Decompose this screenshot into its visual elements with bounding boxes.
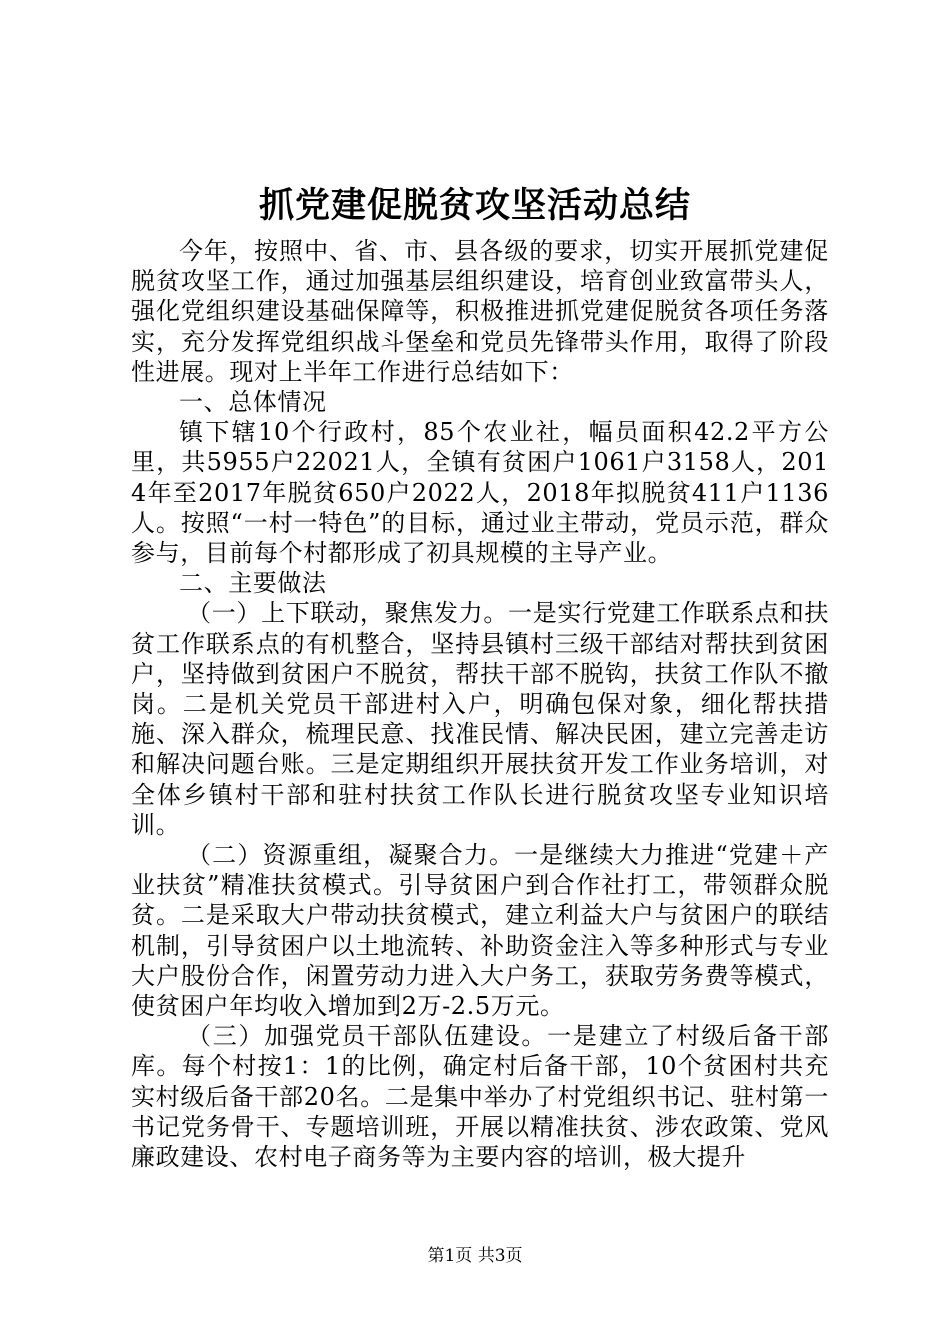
page-number-footer: 第1页 共3页 bbox=[427, 1246, 523, 1266]
document-body bbox=[131, 236, 829, 1172]
document-title: 抓党建促脱贫攻坚活动总结 bbox=[258, 185, 691, 226]
section-heading-practices: 二、主要做法 bbox=[179, 569, 327, 598]
intro-paragraph: 今年，按照中、省、市、县各级的要求，切实开展抓党建促脱贫攻坚工作，通过加强基层组织建设，培育创业致富带头人，强化党组织建设基础保障等，积极推进抓党建促脱贫各项任务落实，充分发挥党组织战斗堡垒和党员先锋带头作用，取得了阶段性进展。现对上半年工作进行总结如下： bbox=[131, 237, 829, 386]
section-heading-overview: 一、总体情况 bbox=[179, 388, 327, 417]
practice-paragraph-2: （二）资源重组，凝聚合力。一是继续大力推进“党建＋产业扶贫”精准扶贫模式。引导贫困户到合作社打工，带领群众脱贫。二是采取大户带动扶贫模式，建立利益大户与贫困户的联结机制，引导贫困户以土地流转、补助资金注入等多种形式与专业大户股份合作，闲置劳动力进入大户务工，获取劳务费等模式，使贫困户年均收入增加到2万-2.5万元。 bbox=[131, 841, 829, 1021]
overview-paragraph: 镇下辖10个行政村，85个农业社，幅员面积42.2平方公里，共5955户22021人，全镇有贫困户1061户3158人，2014年至2017年脱贫650户2022人，2018年拟脱贫411户1136人。按照“一村一特色”的目标，通过业主带动，党员示范，群众参与，目前每个村都形成了初具规模的主导产业。 bbox=[131, 418, 829, 568]
practice-paragraph-3: （三）加强党员干部队伍建设。一是建立了村级后备干部库。每个村按1：1的比例，确定村后备干部，10个贫困村共充实村级后备干部20名。二是集中举办了村党组织书记、驻村第一书记党务骨干、专题培训班，开展以精准扶贫、涉农政策、党风廉政建设、农村电子商务等为主要内容的培训，极大提升 bbox=[131, 1022, 829, 1172]
practice-paragraph-1: （一）上下联动，聚焦发力。一是实行党建工作联系点和扶贫工作联系点的有机整合，坚持县镇村三级干部结对帮扶到贫困户，坚持做到贫困户不脱贫，帮扶干部不脱钩，扶贫工作队不撤岗。二是机关党员干部进村入户，明确包保对象，细化帮扶措施、深入群众，梳理民意、找准民情、解决民困，建立完善走访和解决问题台账。三是定期组织开展扶贫开发工作业务培训，对全体乡镇村干部和驻村扶贫工作队长进行脱贫攻坚专业知识培训。 bbox=[131, 599, 829, 839]
